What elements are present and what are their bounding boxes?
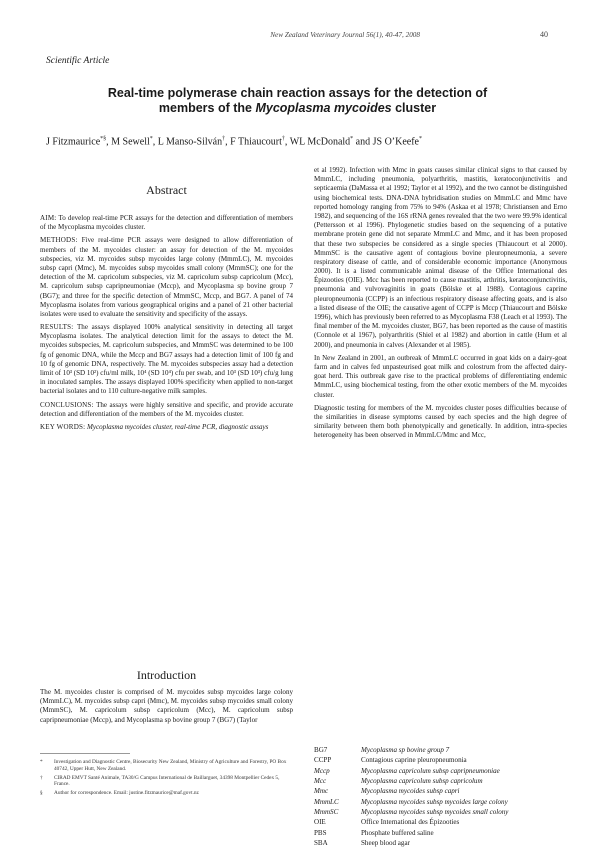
author-name: WL McDonald — [289, 136, 351, 148]
abbreviation-definition: Office International des Épizooties — [361, 818, 460, 827]
abbreviation-row — [314, 797, 567, 807]
abbreviation-definition: Mycoplasma capricolum subsp capripneumoniae — [361, 766, 500, 775]
author-mark: † — [222, 136, 226, 142]
author-mark: * — [350, 136, 354, 142]
abbreviation-definition: Sheep blood agar — [361, 839, 410, 848]
body-para: In New Zealand in 2001, an outbreak of MmmLC occurred in goat kids on a dairy-goat farm and in calves fed unpasteurised goat milk and colostrum from the affected dairy-goat herd. This outbreak gave rise to the practical problems of differentiating endemic MmmLC, using biochemical testing, from the other exotic members of the M. mycoides cluster. — [314, 353, 567, 399]
abbreviation-row — [314, 828, 567, 838]
abstract-heading: Abstract — [146, 183, 187, 197]
title-line2-pre: members of the — [158, 101, 256, 115]
abbreviation-definition: Mycoplasma mycoides subsp mycoides small colony — [361, 808, 509, 817]
author-sep: , — [106, 136, 112, 148]
conclusions-label: CONCLUSIONS: — [40, 400, 94, 409]
introduction-para: The M. mycoides cluster is comprised of M. mycoides subsp mycoides large colony (MmmLC), M. mycoides subsp capri (Mmc), M. mycoides subsp mycoides small colony (MmmSC), M. capricolum subsp capricolum (Mcc), M. capricolum subsp capripneumoniae (Mccp), and Mycoplasma sp bovine group 7 (BG7) (Taylor — [40, 688, 293, 724]
journal-header: New Zealand Veterinary Journal 56(1), 40-47, 2008 — [270, 31, 420, 39]
body-right-column — [314, 166, 567, 444]
abbreviation: PBS — [314, 828, 327, 837]
author-name: M Sewell — [111, 136, 150, 148]
introduction-body — [40, 688, 293, 729]
abbreviation: MmmSC — [314, 808, 339, 817]
abbreviation-row — [314, 786, 567, 796]
abbreviation-list — [314, 745, 567, 848]
abbreviation: OIE — [314, 818, 326, 827]
author-sep: , — [225, 136, 231, 148]
abbreviation-definition: Phosphate buffered saline — [361, 828, 434, 837]
author-mark: † — [281, 136, 285, 142]
introduction-heading: Introduction — [136, 668, 197, 682]
abbreviation-definition: Contagious caprine pleuropneumonia — [361, 756, 467, 765]
title-line1: Real-time polymerase chain reaction assays for the detection of — [107, 86, 488, 100]
title-line2-post: cluster — [391, 101, 437, 115]
abbreviation: Mccp — [314, 766, 330, 775]
abbreviation-row — [314, 838, 567, 848]
abbreviation-definition: Mycoplasma mycoides subsp mycoides large colony — [361, 797, 508, 806]
body-para: Diagnostic testing for members of the M. mycoides cluster poses difficulties because of the similarities in disease symptoms caused by each species and the high degree of similarity between them both phenotypically and genetically. In addition, intra-species heterogeneity has been observed in MmmLC/Mmc and Mcc, — [314, 403, 567, 440]
footnote — [40, 759, 293, 773]
methods-text: Five real-time PCR assays were designed to allow differentiation of members of the M. mycoides cluster: an assay for detection of the M. mycoides subspecies, viz M. mycoides subsp mycoides large colony (MmmLC), M. mycoides subsp capri (Mmc), M. mycoides subsp mycoides small colony (MmmSC); one for the detection of the M. capricolum subspecies, viz M. capricolum subsp capricolum (Mcc), M. capricolum subsp capripneumoniae (Mccp), and Mycoplasma sp bovine group 7 (BG7); and three for the specific detection of MmmSC, Mccp, and BG7. A panel of 74 Mycoplasma isolates from various geographical origins and a panel of 21 other bacterial isolates were used to evaluate the sensitivity and specificity of the assays. — [40, 236, 293, 318]
abstract-methods — [40, 236, 293, 319]
footnote-mark: † — [40, 774, 43, 781]
author-list — [46, 136, 566, 147]
abbreviation-row — [314, 755, 567, 765]
abbreviation-definition: Mycoplasma capricolum subsp capricolum — [361, 777, 483, 786]
abbreviation-definition: Mycoplasma mycoides subsp capri — [361, 787, 460, 796]
abstract-body — [40, 214, 293, 436]
author-name: L Manso-Silván — [157, 136, 223, 148]
abstract-results — [40, 323, 293, 397]
abbreviation: Mmc — [314, 787, 329, 796]
author-mark: *§ — [100, 136, 107, 142]
author-sep: , — [152, 136, 158, 148]
abbreviation-row — [314, 776, 567, 786]
footnote-rule — [40, 753, 130, 754]
footnote-mark: * — [40, 759, 43, 765]
author-mark: * — [419, 136, 422, 142]
abbreviation-row — [314, 817, 567, 827]
abstract-aim — [40, 214, 293, 232]
aim-label: AIM: — [40, 214, 57, 222]
body-para: et al 1992). Infection with Mmc in goats causes similar clinical signs to that caused by MmmLC, including pneumonia, polyarthritis, mastitis, keratoconjunctivitis and septicaemia (DaMassa et al 1992; Taylor et al 1992), and the two cannot be distinguished using biochemical tests. DNA-DNA hybridisation studies on MmmLC and Mmc have reported homology ranging from 75% to 94% (Askaa et al 1978; Christiansen and Erno 1982), and sequencing of the 16S rRNA genes revealed that the two were 99.9% identical (Pettersson et al 1996). Phylogenetic studies based on the sequencing of a putative membrane protein gene did not separate MmmLC and Mmc, and it has been proposed that these two subspecies be considered as a single species (Thiaucourt et al 2000). MmmSC is the causative agent of contagious bovine pleuropneumonia, a severe respiratory disease of cattle, and of considerable economic importance (Anonymous 2000). It is a listed communicable animal disease of the Office International des Épizooties (OIE). Mcc has been reported to cause mastitis, arthritis, keratoconjunctivitis, pneumonia and vulvovaginitis in goats (Bölske et al 1988). Contagious caprine pleuropneumonia (CCPP) is an infectious respiratory disease affecting goats, and is also a listed disease of the OIE; the causative agent of CCPP is Mccp (Thiaucourt and Bölske 1996), which has previously been referred to as Mycoplasma F38 (Leach et al 1993). The final member of the M. mycoides cluster, BG7, has been reported as the cause of mastitis (Connole et al 1967), polyarthritis (Shiel et al 1982) and abortion in cattle (Hum et al 2000), and pneumonia in calves (Alexander et al 1985). — [314, 166, 567, 349]
author-name: F Thiaucourt — [230, 136, 282, 148]
footnote-text: Author for correspondence. Email: justine.fitzmaurice@maf.govt.nz — [54, 790, 199, 797]
author-name: JS O’Keefe — [372, 136, 419, 148]
footnote-mark: § — [40, 790, 43, 797]
abbreviation-definition: Mycoplasma sp bovine group 7 — [361, 746, 450, 754]
abbreviation: Mcc — [314, 777, 327, 786]
abbreviation-row — [314, 807, 567, 817]
results-text: The assays displayed 100% analytical sensitivity in detecting all target Mycoplasma isolates. The analytical detection limit for the assays to detect the M. mycoides subspecies, M. capricolum subspecies, and MmmSC was determined to be 100 fg of genomic DNA, while the Mccp and BG7 assays had a detection limit of 100 fg and 10 fg of genomic DNA, respectively. The M. mycoides subspecies assay had a detection limit of 10³ (SD 10²) cfu/ml milk, 10⁴ (SD 10⁴) cfu per swab, and 10³ (SD 10³) cfu/g lung in inoculated samples. The assays displayed 100% specificity when applied to non-target bacterial isolates and to 110 culture-negative milk samples. — [40, 323, 293, 396]
abbreviation: CCPP — [314, 756, 332, 765]
abbreviation-row — [314, 745, 567, 755]
section-label: Scientific Article — [46, 56, 110, 66]
author-sep: , — [284, 136, 290, 148]
results-label: RESULTS: — [40, 323, 74, 332]
aim-text: To develop real-time PCR assays for the detection and differentiation of members of the Mycoplasma mycoides cluster. — [40, 214, 293, 232]
keywords-text: Mycoplasma mycoides cluster, real-time PCR, diagnostic assays — [85, 422, 269, 431]
footnotes — [40, 759, 293, 799]
author-sep: and — [353, 136, 373, 148]
footnote — [40, 790, 293, 797]
abbreviation: BG7 — [314, 746, 328, 754]
page-number: 40 — [540, 30, 548, 39]
keywords-label: KEY WORDS: — [40, 422, 86, 431]
author-mark: * — [149, 136, 153, 142]
abbreviation: SBA — [314, 839, 328, 848]
abstract-conclusions — [40, 401, 293, 419]
footnote-text: CIRAD EMVT Santé Animale, TA30/G Campus International de Baillarguet, 34398 Montpellier Cedex 5, France. — [54, 774, 280, 788]
footnote — [40, 775, 293, 789]
conclusions-text: The assays were highly sensitive and specific, and provide accurate detection and differentiation of the members of the M. mycoides cluster. — [40, 400, 293, 418]
title-line2-em: Mycoplasma mycoides — [255, 101, 392, 115]
abbreviation: MmmLC — [314, 797, 339, 806]
abstract-keywords — [40, 423, 293, 432]
article-title — [60, 86, 535, 116]
footnote-text: Investigation and Diagnostic Centre, Biosecurity New Zealand, Ministry of Agriculture and Forestry, PO Box 40742, Upper Hutt, New Zealand. — [54, 759, 287, 772]
methods-label: METHODS: — [40, 236, 78, 245]
abbreviation-row — [314, 766, 567, 776]
author-name: J Fitzmaurice — [46, 136, 101, 148]
